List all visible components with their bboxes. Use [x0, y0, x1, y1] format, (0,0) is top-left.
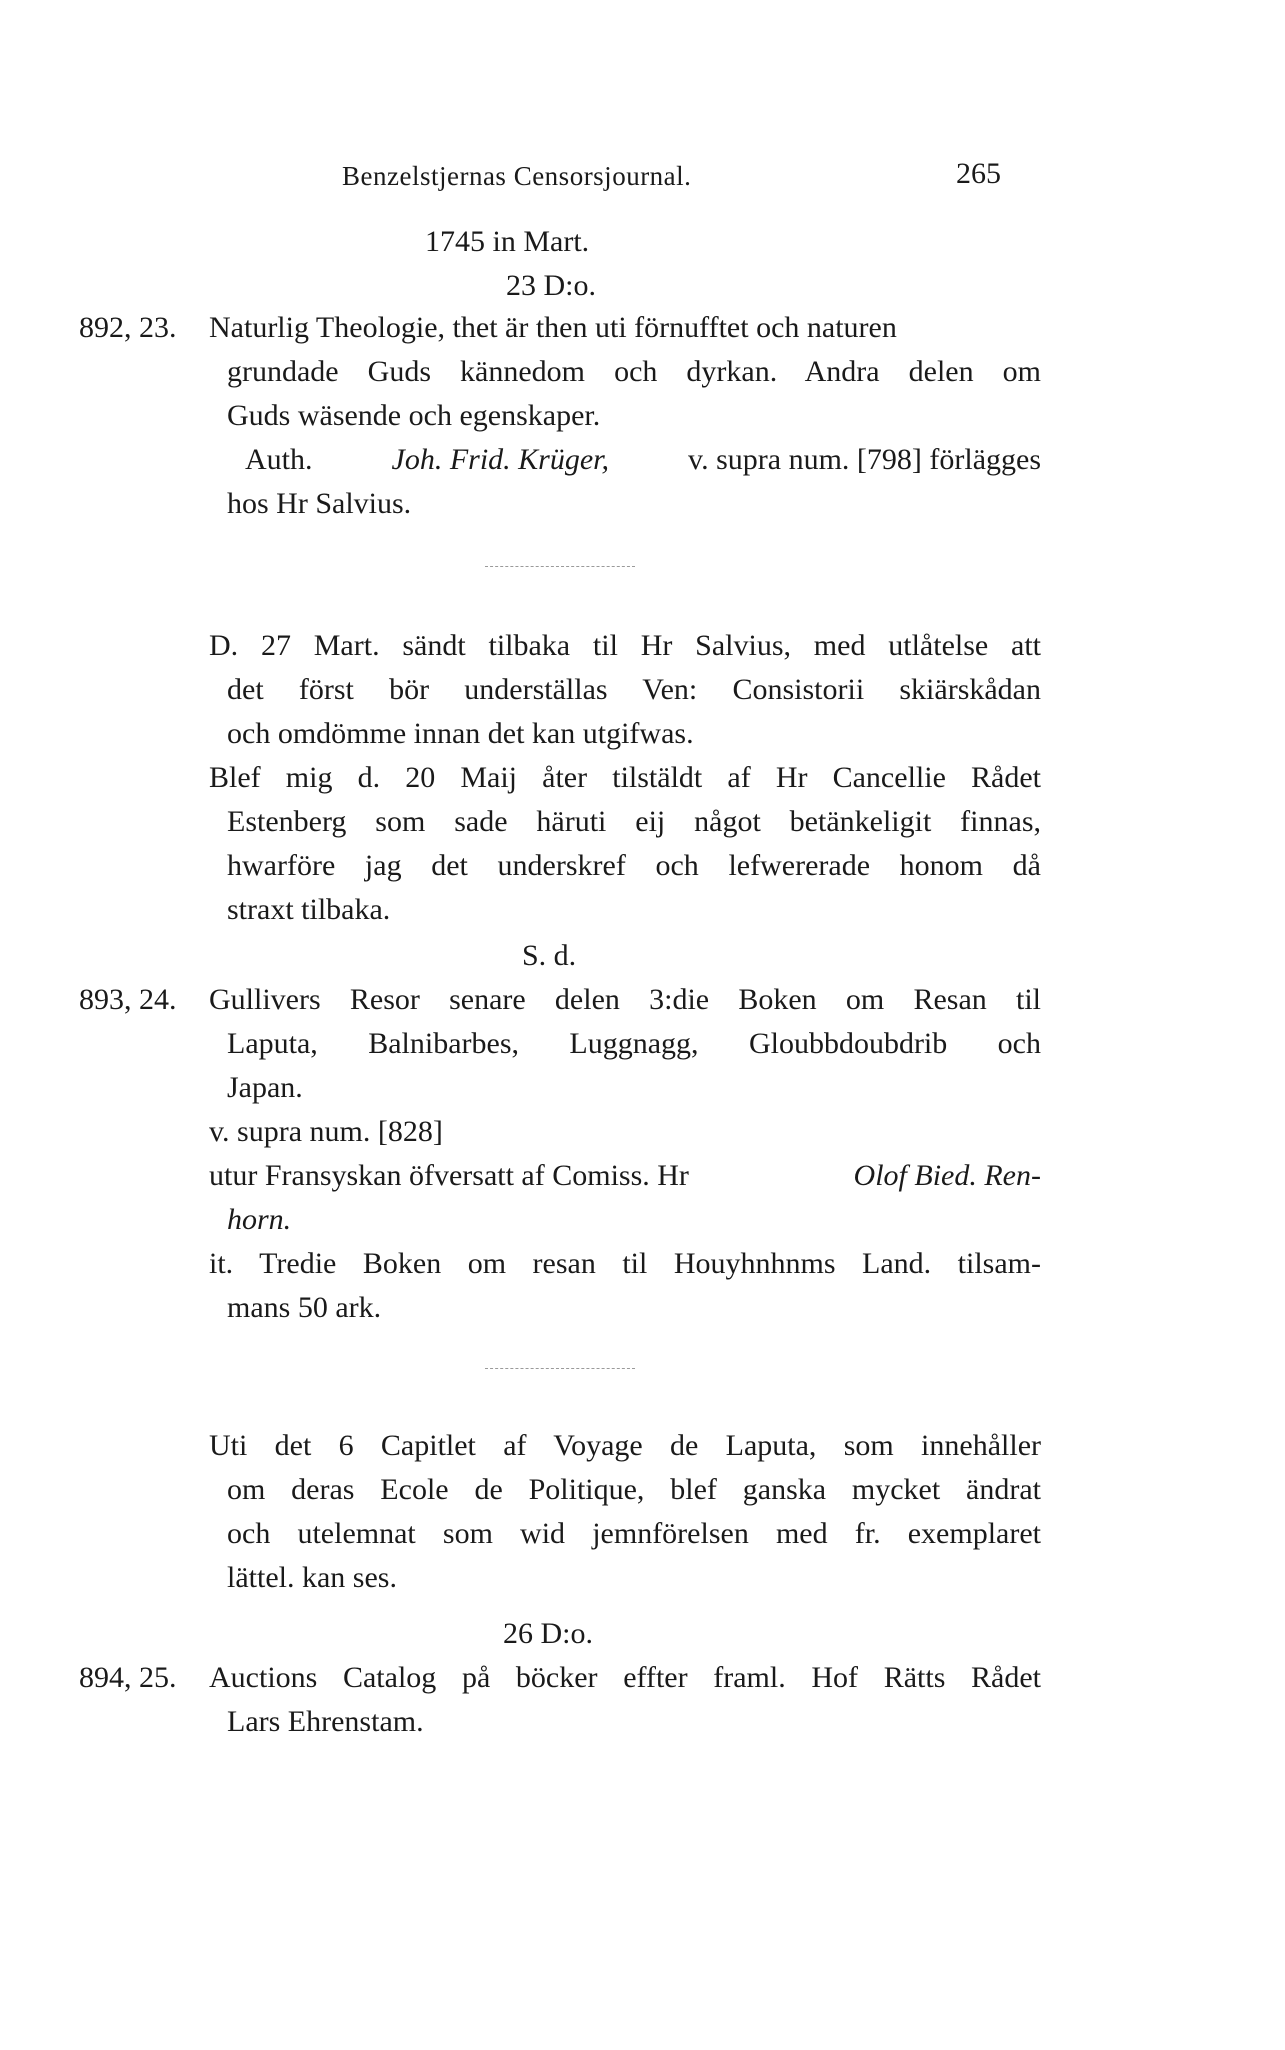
- date-heading-day: 26 D:o.: [503, 1617, 593, 1650]
- entry-line: v. supra num. [828]: [209, 1115, 443, 1148]
- entry-line: Naturlig Theologie, thet är then uti förnufftet och naturen: [209, 311, 897, 344]
- translator-name: Olof Bied. Ren-: [853, 1159, 1041, 1192]
- signature: S. d.: [522, 939, 577, 972]
- auth-suffix: v. supra num. [798] förlägges: [688, 443, 1041, 476]
- section-divider: [485, 566, 635, 567]
- note-line: straxt tilbaka.: [227, 893, 391, 926]
- entry-author-line: [245, 442, 1041, 478]
- entry-line: mans 50 ark.: [227, 1291, 382, 1324]
- translator-prefix: utur Fransyskan öfversatt af Comiss. Hr: [209, 1159, 689, 1192]
- entry-number: 894, 25.: [79, 1661, 177, 1694]
- entry-line: grundade Guds kännedom och dyrkan. Andra delen om: [227, 355, 1041, 388]
- translator-line: [209, 1158, 1041, 1194]
- note-line: det först bör underställas Ven: Consistorii skiärskådan: [227, 673, 1041, 706]
- date-heading-month: 1745 in Mart.: [425, 225, 590, 258]
- note-line: och omdömme innan det kan utgifwas.: [227, 717, 694, 750]
- note-line: lättel. kan ses.: [227, 1561, 397, 1594]
- note-line: Estenberg som sade häruti eij något betänkeligit finnas,: [227, 805, 1041, 838]
- entry-line: Lars Ehrenstam.: [227, 1705, 424, 1738]
- page-number: 265: [956, 157, 1001, 190]
- note-line: Uti det 6 Capitlet af Voyage de Laputa, som innehåller: [209, 1429, 1041, 1462]
- note-line: Blef mig d. 20 Maij åter tilstäldt af Hr Cancellie Rådet: [209, 761, 1041, 794]
- note-line: och utelemnat som wid jemnförelsen med fr. exemplaret: [227, 1517, 1041, 1550]
- entry-line: Japan.: [227, 1071, 303, 1104]
- translator-name-cont: horn.: [227, 1203, 292, 1236]
- auth-prefix: Auth.: [245, 443, 313, 476]
- note-line: hwarföre jag det underskref och lefwererade honom då: [227, 849, 1041, 882]
- author-name: Joh. Frid. Krüger,: [391, 443, 610, 476]
- entry-line: Laputa, Balnibarbes, Luggnagg, Gloubbdoubdrib och: [227, 1027, 1041, 1060]
- entry-line: Gullivers Resor senare delen 3:die Boken om Resan til: [209, 983, 1041, 1016]
- entry-number: 892, 23.: [79, 311, 177, 344]
- date-heading-day: 23 D:o.: [506, 269, 596, 302]
- entry-line: hos Hr Salvius.: [227, 487, 412, 520]
- entry-line: Auctions Catalog på böcker effter framl. Hof Rätts Rådet: [209, 1661, 1041, 1694]
- running-title: Benzelstjernas Censorsjournal.: [342, 161, 692, 191]
- section-divider: [485, 1368, 635, 1369]
- entry-line: Guds wäsende och egenskaper.: [227, 399, 601, 432]
- entry-line: it. Tredie Boken om resan til Houyhnhnms Land. tilsam-: [209, 1247, 1041, 1280]
- note-line: D. 27 Mart. sändt tilbaka til Hr Salvius, med utlåtelse att: [209, 629, 1041, 662]
- note-line: om deras Ecole de Politique, blef ganska mycket ändrat: [227, 1473, 1041, 1506]
- entry-number: 893, 24.: [79, 983, 177, 1016]
